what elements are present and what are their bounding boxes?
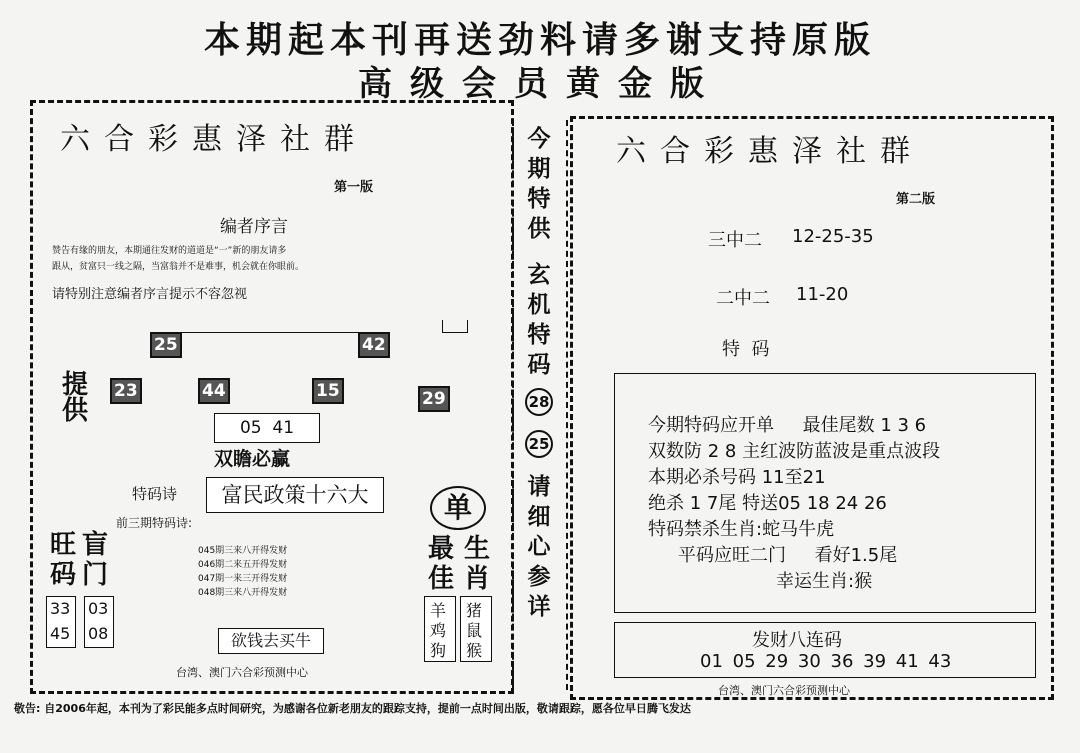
zodiac-group-2-item: 鼠 [466, 621, 483, 640]
middle-bottom-char: 参 [527, 564, 551, 590]
eight-numbers-label: 发财八连码 [752, 630, 842, 651]
double-win: 双瞻必赢 [214, 448, 291, 470]
prev-poem: 048期三来八开得发财 [198, 588, 288, 598]
header-line-2: 高级会员黄金版 [358, 64, 722, 104]
middle-bottom-char: 心 [527, 534, 551, 560]
left-footer: 台湾、澳门六合彩预测中心 [176, 666, 308, 679]
left-panel-title: 六合彩惠泽社群 [60, 122, 368, 157]
bottom-notice: 敬告: 自2006年起，本刊为了彩民能多点时间研究，为感谢各位新老朋友的跟踪支持，提前一点时间出版，敬请跟踪，愿各位早日腾飞发达 [14, 702, 691, 715]
right-footer: 台湾、澳门六合彩预测中心 [718, 684, 850, 697]
preface-notice: 请特别注意编者序言提示不容忽视 [52, 287, 248, 302]
special-code-label: 特 码 [722, 339, 770, 360]
prediction-line: 双数防 2 8 主红波防蓝波是重点波段 [648, 441, 941, 462]
men-char: 门 [82, 560, 109, 590]
mang-number: 08 [88, 624, 109, 643]
zodiac-group-1-item: 鸡 [430, 621, 447, 640]
circled-number: 28 [525, 388, 553, 416]
wang-number: 33 [50, 599, 71, 618]
middle-bottom-char: 请 [527, 474, 551, 500]
preface-text-1: 赞告有缘的朋友，本期通往发财的道道是“一”新的朋友请多 [52, 246, 287, 256]
middle-divider-right [566, 120, 568, 690]
zodiac-group-2-item: 猴 [466, 641, 483, 660]
provide-label-2: 供 [62, 396, 89, 426]
best-char-1: 最 [428, 534, 455, 564]
zodiac-group-1-item: 狗 [430, 641, 447, 660]
poem-label: 特码诗 [132, 485, 178, 503]
prediction-line: 平码应旺二门 看好1.5尾 [678, 545, 898, 566]
prev-poems-label: 前三期特码诗: [116, 516, 193, 530]
wang-number: 45 [50, 624, 71, 643]
prev-poem: 047期一来三开得发财 [198, 574, 288, 584]
middle-mid-char: 机 [527, 292, 551, 318]
range-end-number: 42 [358, 332, 390, 358]
middle-top-char: 供 [527, 216, 551, 242]
prev-poem: 045期三来八开得发财 [198, 546, 288, 556]
middle-mid-char: 码 [527, 352, 551, 378]
two-two-label: 二中二 [716, 288, 770, 309]
provided-number: 44 [198, 378, 230, 404]
provided-number: 23 [110, 378, 142, 404]
zodiac-char-1: 生 [464, 534, 491, 564]
best-char-2: 佳 [428, 564, 455, 594]
two-two-numbers: 11-20 [796, 284, 849, 305]
preface-text-2: 跟从，贫富只一线之隔，当富翁并不是难事，机会就在你眼前。 [52, 262, 305, 272]
wang-char: 旺 [50, 530, 77, 560]
circled-number: 25 [525, 430, 553, 458]
middle-mid-char: 特 [527, 322, 551, 348]
left-edition: 第一版 [334, 180, 374, 195]
mang-char: 盲 [82, 530, 109, 560]
zodiac-group-2-item: 猪 [466, 601, 483, 620]
right-edition: 第二版 [896, 192, 936, 207]
middle-top-char: 今 [527, 126, 551, 152]
prediction-line: 特码禁杀生肖:蛇马牛虎 [648, 519, 835, 540]
mang-number: 03 [88, 599, 109, 618]
prediction-line: 幸运生肖:猴 [776, 571, 873, 592]
middle-bottom-char: 细 [527, 504, 551, 530]
slogan-box: 欲钱去买牛 [218, 628, 324, 654]
dan-circle: 单 [430, 486, 486, 530]
eight-numbers: 01 05 29 30 36 39 41 43 [700, 651, 952, 672]
range-line [180, 332, 366, 333]
prediction-line: 绝杀 1 7尾 特送05 18 24 26 [648, 493, 887, 514]
ma-char: 码 [50, 560, 77, 590]
provide-label-1: 提 [62, 370, 89, 400]
pair-box: 05 41 [214, 413, 320, 443]
middle-top-char: 期 [527, 156, 551, 182]
middle-column [518, 124, 560, 622]
poem-box: 富民政策十六大 [206, 477, 384, 513]
three-two-numbers: 12-25-35 [792, 226, 874, 247]
range-start-number: 25 [150, 332, 182, 358]
three-two-label: 三中二 [708, 230, 762, 251]
prediction-line: 今期特码应开单 最佳尾数 1 3 6 [648, 415, 927, 436]
provided-number: 29 [418, 386, 450, 412]
prev-poem: 046期二来五开得发财 [198, 560, 288, 570]
provided-number: 15 [312, 378, 344, 404]
preface-title: 编者序言 [220, 217, 288, 237]
middle-top-char: 特 [527, 186, 551, 212]
header-line-1: 本期起本刊再送劲料请多谢支持原版 [203, 20, 876, 61]
prediction-line: 本期必杀号码 11至21 [648, 467, 826, 488]
middle-bottom-char: 详 [527, 594, 551, 620]
right-panel-title: 六合彩惠泽社群 [616, 134, 924, 169]
zodiac-char-2: 肖 [464, 564, 491, 594]
middle-divider-left [512, 120, 514, 690]
middle-mid-char: 玄 [527, 262, 551, 288]
range-bracket [442, 320, 468, 333]
zodiac-group-1-item: 羊 [430, 601, 447, 620]
